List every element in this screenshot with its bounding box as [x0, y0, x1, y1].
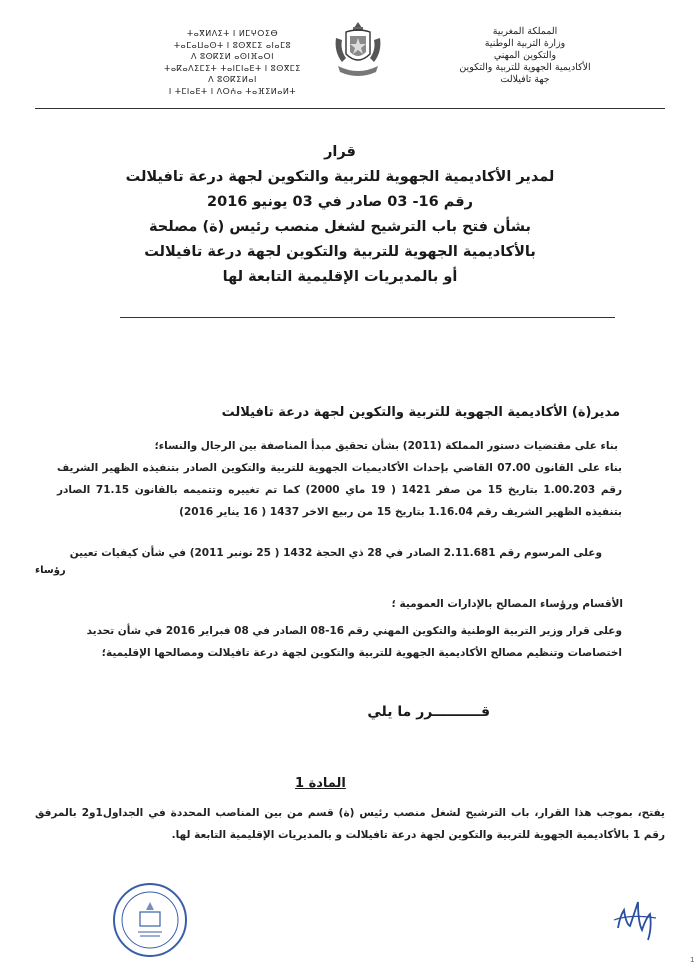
header-tifinagh [150, 28, 315, 97]
title-line: بشأن فتح باب الترشيح لشغل منصب رئيس (ة) مصلحة [148, 219, 532, 235]
paragraph-law: بناء على القانون 07.00 القاضي بإحداث الأكاديميات الجهوية للتربية والتكوين الصادر بتنفيذه الظهير الشريف رقم 1.00.203 بتاريخ 15 من صفر 1421 ( 19 ماي 2000) كما تم تغييره وتتميمه بالقانون 71.15 الصادر بتنفيذه الظهير الشريف رقم 1.16.04 بتاريخ 15 من ربيع الاخر 1437 ( 16 يناير 2016) [57, 462, 622, 518]
page-number: 1 [690, 956, 695, 964]
article-1-text: يفتح، بموجب هذا القرار، باب الترشيح لشغل منصب رئيس (ة) قسم من بين المناصب المحددة في الجداول1و2 بالمرفق رقم 1 بالأكاديمية الجهوية للتربية والتكوين لجهة درعة تافيلالت و بالمديريات الإقليمية التابعة لها. [35, 807, 665, 841]
coat-of-arms-icon [328, 18, 388, 80]
signature-icon [606, 888, 666, 948]
title-divider [120, 317, 615, 318]
article-title: المادة 1 [295, 776, 346, 791]
official-stamp-icon [110, 880, 190, 960]
tifinagh-line: ⴷ ⵓⵙⴽⵉⵍ ⴰⵙⵏⴼⴰⵔⵏ [190, 52, 274, 61]
paragraph-ministerial-decision: وعلى قرار وزير التربية الوطنية والتكوين المهني رقم 16-08 الصادر في 08 فبراير 2016 في شأن تحديد اختصاصات وتنظيم مصالح الأكاديمية الجهوية للتربية والتكوين لجهة درعة تافيلالت ومصالحها الإقليمية؛ [86, 625, 622, 659]
ministry-line: والتكوين المهني [493, 50, 557, 61]
tifinagh-line: ⵏ ⵜⵎⵏⴰⴹⵜ ⵏ ⴷⵔⵄⴰ ⵜⴰⴼⵉⵍⴰⵍⵜ [168, 86, 297, 96]
decision-title [110, 140, 570, 290]
paragraph-departments: الأقسام ورؤساء المصالح بالإدارات العمومية ؛ [391, 598, 623, 610]
title-line: بالأكاديمية الجهوية للتربية والتكوين لجهة درعة تافيلالت [144, 244, 536, 260]
ministry-line: جهة تافيلالت [500, 74, 550, 85]
tifinagh-line: ⵜⴰⵎⴰⵡⴰⵙⵜ ⵏ ⵓⵙⴳⵎⵉ ⴰⵏⴰⵎⵓ [173, 40, 292, 50]
tifinagh-line: ⴷ ⵓⵙⴽⵉⵍⴰⵏ [208, 75, 257, 84]
body-heading: مدير(ة) الأكاديمية الجهوية للتربية والتكوين لجهة درعة تافيلالت [221, 405, 620, 420]
title-line: أو بالمديريات الإقليمية التابعة لها [222, 269, 458, 285]
title-line: قرار [324, 144, 356, 160]
paragraph-decree-continuation: رؤساء [35, 565, 66, 576]
title-line: لمدير الأكاديمية الجهوية للتربية والتكوين لجهة درعة تافيلالت [125, 169, 555, 185]
tifinagh-line: ⵜⴰⴽⴰⴷⵉⵎⵉⵜ ⵜⴰⵏⵎⵏⴰⴹⵜ ⵏ ⵓⵙⴳⵎⵉ [164, 63, 301, 73]
ministry-line: وزارة التربية الوطنية [484, 38, 566, 49]
paragraph-constitution: بناء على مقتضيات دستور المملكة (2011) بشأن تحقيق مبدأ المناصفة بين الرجال والنساء؛ [154, 440, 618, 452]
ministry-line: الأكاديمية الجهوية للتربية والتكوين [459, 62, 591, 73]
header-arabic [440, 26, 610, 86]
tifinagh-line: ⵜⴰⴳⵍⴷⵉⵜ ⵏ ⵍⵎⵖⵔⵉⴱ [186, 29, 279, 38]
header-divider [35, 108, 665, 109]
title-line: رقم 16- 03 صادر في 03 يونيو 2016 [207, 194, 473, 210]
paragraph-decree: وعلى المرسوم رقم 2.11.681 الصادر في 28 ذي الحجة 1432 ( 25 نونبر 2011) في شأن كيفيات تعيين [69, 547, 602, 559]
ministry-line: المملكة المغربية [492, 26, 558, 37]
decision-statement: قــــــــــرر ما يلي [367, 704, 490, 720]
